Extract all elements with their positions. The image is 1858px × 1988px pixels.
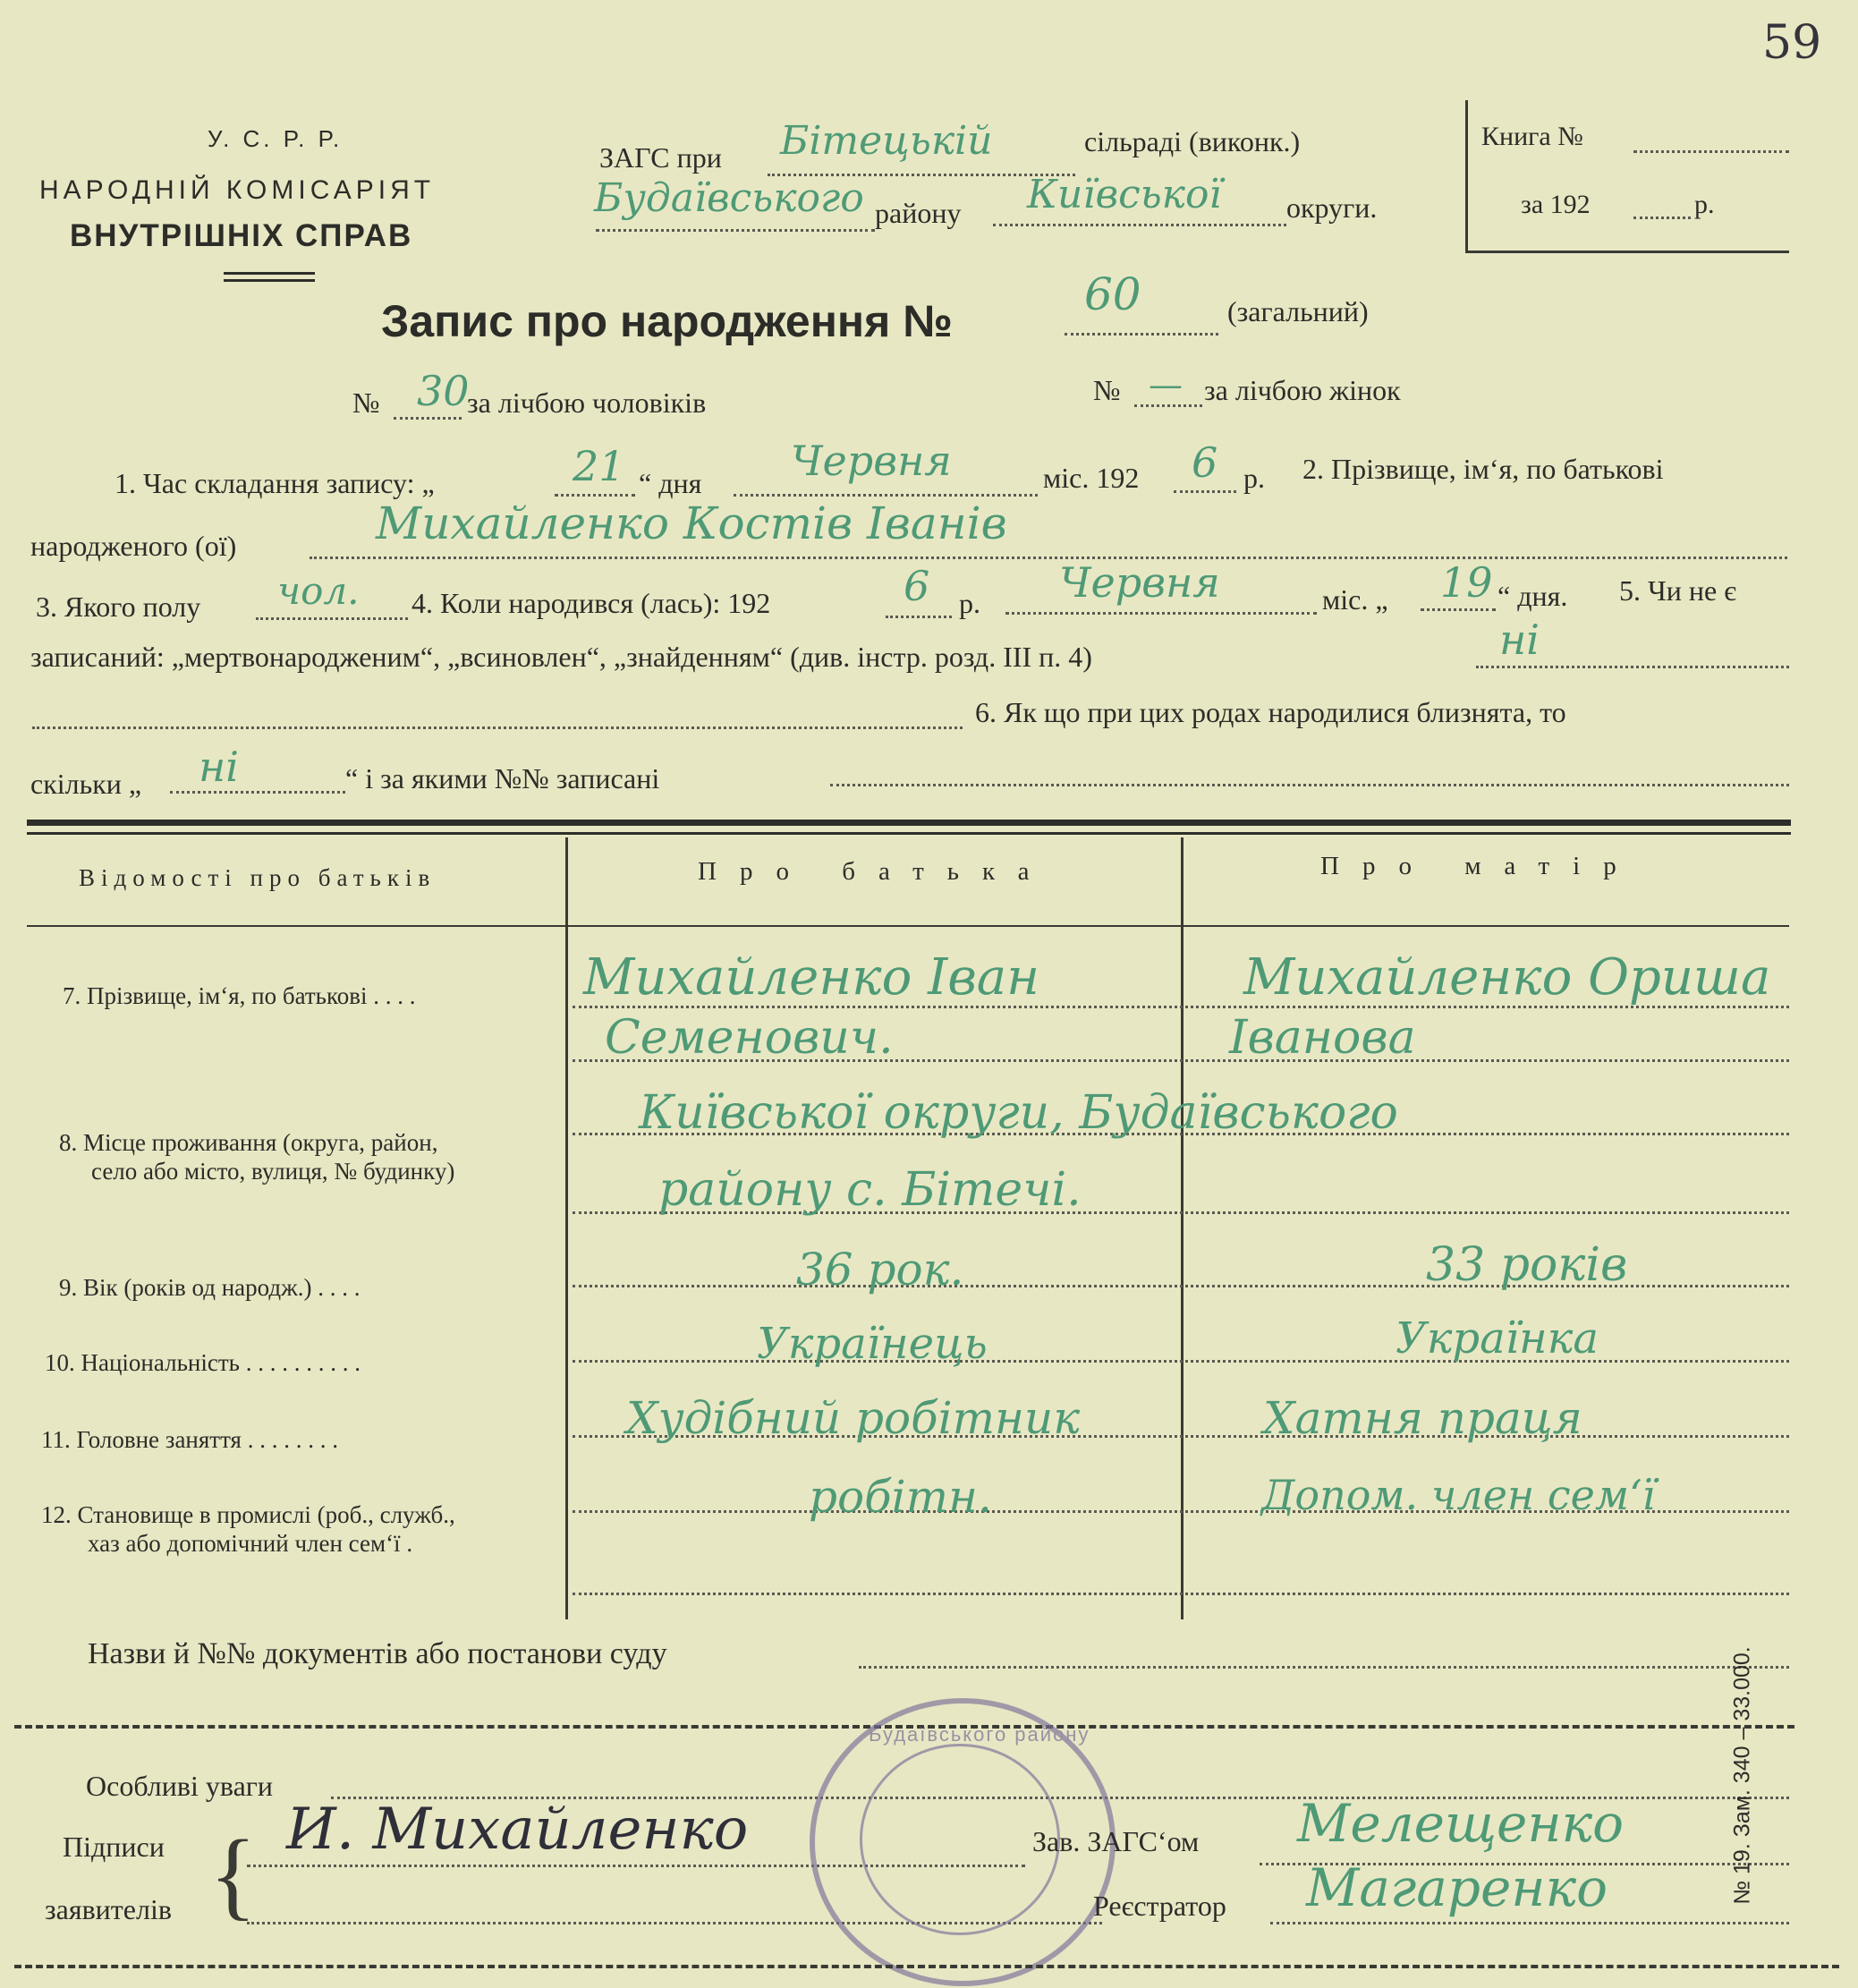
field1-day-suffix: “ дня xyxy=(639,467,702,499)
okruha-label: округи. xyxy=(1286,191,1378,224)
zags-village-value: Бітецькій xyxy=(780,118,993,164)
field2-label: 2. Прізвище, ім‘я, по батькові xyxy=(1302,453,1664,485)
district-label: району xyxy=(875,197,962,229)
book-label: Книга № xyxy=(1481,122,1583,151)
district-line xyxy=(596,229,875,232)
field5-label-2: записаний: „мертвонародженим“, „всиновлен“, „знайденням“ (див. інстр. розд. III п. 4) xyxy=(30,641,1092,673)
field4-day-line xyxy=(1421,608,1496,611)
district-value: Будаївського xyxy=(594,175,864,221)
column-header-mother: Про матір xyxy=(1320,852,1640,880)
header-row-divider xyxy=(27,925,1789,927)
field6-numbers-line xyxy=(830,784,1789,786)
head-signature: Мелещенко xyxy=(1297,1793,1625,1854)
women-count-value: — xyxy=(1149,365,1183,404)
field6-label-3: “ і за якими №№ записані xyxy=(345,762,660,794)
row11-label: 11. Головне заняття . . . . . . . . xyxy=(41,1426,338,1453)
field6-label: 6. Як що при цих родах народилися близнята, то xyxy=(975,696,1566,728)
table-top-rule-2 xyxy=(27,832,1791,835)
women-count-line xyxy=(1134,404,1202,407)
record-number-line xyxy=(1065,333,1218,336)
year-label: за 192 xyxy=(1521,190,1591,219)
field1-year-suffix: р. xyxy=(1243,462,1265,494)
women-prefix: № xyxy=(1093,374,1121,406)
men-prefix: № xyxy=(352,387,380,419)
year-line xyxy=(1633,217,1691,219)
bottom-dashed-rule xyxy=(14,1965,1839,1968)
commissariat-line1: НАРОДНІЙ КОМІСАРІЯТ xyxy=(39,175,436,205)
republic-label: У. С. Р. Р. xyxy=(208,125,344,152)
row9-label: 9. Вік (років од народж.) . . . . xyxy=(59,1274,361,1301)
mother-status: Допом. член сем‘ї xyxy=(1261,1471,1656,1519)
field4-label: 4. Коли народився (лась): 192 xyxy=(411,587,771,619)
record-suffix: (загальний) xyxy=(1227,295,1369,327)
book-line xyxy=(1633,150,1789,153)
mother-occupation: Хатня праця xyxy=(1263,1392,1582,1444)
field4-year-suffix: р. xyxy=(959,587,980,619)
row-line-6 xyxy=(573,1360,1789,1363)
column-header-father: Про батька xyxy=(698,857,1053,886)
row10-label: 10. Національність . . . . . . . . . . xyxy=(45,1349,361,1376)
head-label: Зав. ЗАГС‘ом xyxy=(1032,1825,1200,1857)
documents-line xyxy=(859,1666,1789,1669)
field1-day: 21 xyxy=(573,442,625,490)
field5-label: 5. Чи не є xyxy=(1619,574,1736,607)
year-suffix: р. xyxy=(1694,190,1715,219)
record-title: Запис про народження № xyxy=(381,296,953,346)
field1-label: 1. Час складання запису: „ xyxy=(115,467,435,499)
father-name-line1: Михайленко Іван xyxy=(583,948,1040,1007)
field2-value: Михайленко Костів Іванів xyxy=(376,497,1007,549)
applicant-signature: И. Михайленко xyxy=(286,1797,749,1863)
field4-year-line xyxy=(886,616,952,618)
table-top-rule-1 xyxy=(27,820,1791,826)
field4-month-line xyxy=(1005,612,1317,615)
father-nationality: Українець xyxy=(757,1319,988,1369)
field6-label-2: скільки „ xyxy=(30,768,142,800)
registrar-label: Реєстратор xyxy=(1093,1890,1226,1922)
signatures-label: Підписи xyxy=(63,1831,165,1863)
father-status: робітн. xyxy=(809,1471,992,1523)
men-label: за лічбою чоловіків xyxy=(467,387,707,419)
print-mark: № 19. Зам. 340 – 33.000. xyxy=(1729,1646,1755,1905)
column-header-info: Відомості про батьків xyxy=(79,864,437,891)
field2-label-2: народженого (ої) xyxy=(30,530,237,562)
commissariat-line2: ВНУТРІШНІХ СПРАВ xyxy=(70,218,413,253)
book-box-left xyxy=(1465,100,1468,251)
documents-label: Назви й №№ документів або постанови суду xyxy=(88,1637,667,1670)
header-underline-2 xyxy=(224,279,315,282)
applicants-label: заявителів xyxy=(45,1893,172,1925)
field1-month-suffix: міс. 192 xyxy=(1043,462,1140,494)
field3-line xyxy=(256,617,408,620)
field3-value: чол. xyxy=(277,569,360,613)
remarks-label: Особливі уваги xyxy=(86,1770,274,1802)
field1-month-line xyxy=(734,494,1038,497)
field1-year-line xyxy=(1174,490,1236,493)
book-box-bottom xyxy=(1465,251,1789,253)
field2-line xyxy=(310,556,1787,559)
zags-suffix: сільраді (виконк.) xyxy=(1084,125,1301,157)
mother-nationality: Українка xyxy=(1396,1313,1599,1364)
field4-day: 19 xyxy=(1440,558,1493,607)
column-divider-1 xyxy=(565,837,568,1619)
field5-value: ні xyxy=(1499,616,1540,664)
zags-prefix: ЗАГС при xyxy=(599,141,722,174)
row8-label-2: село або місто, вулиця, № будинку) xyxy=(91,1158,455,1185)
father-age: 36 рок. xyxy=(796,1244,964,1296)
row12-label: 12. Становище в промислі (роб., служб., xyxy=(41,1501,455,1528)
okruha-value: Київської xyxy=(1027,172,1222,217)
field4-year-digit: 6 xyxy=(904,562,930,610)
father-occupation: Худібний робітник xyxy=(626,1392,1081,1444)
row7-label: 7. Прізвище, ім‘я, по батькові . . . . xyxy=(63,982,416,1009)
residence-line2: району с. Бітечі. xyxy=(658,1163,1082,1217)
men-count-value: 30 xyxy=(417,367,470,415)
okruha-line xyxy=(993,224,1286,226)
header-underline-1 xyxy=(224,272,315,275)
field5-continuation-line xyxy=(32,726,963,729)
column-divider-2 xyxy=(1181,837,1184,1619)
record-number: 60 xyxy=(1084,268,1141,320)
field4-month: Червня xyxy=(1059,558,1220,607)
father-name-line2: Семенович. xyxy=(605,1011,894,1065)
mother-name-line2: Іванова xyxy=(1229,1011,1416,1065)
mother-name-line1: Михайленко Ориша xyxy=(1243,948,1771,1007)
field1-month: Червня xyxy=(791,437,952,485)
registrar-line xyxy=(1270,1922,1789,1924)
field6-count-line xyxy=(170,791,345,794)
row8-label: 8. Місце проживання (округа, район, xyxy=(59,1129,438,1156)
residence-line1: Київської округи, Будаївського xyxy=(639,1086,1398,1140)
stamp-inner-ring xyxy=(860,1744,1060,1935)
mother-age: 33 років xyxy=(1426,1238,1628,1292)
field6-value: ні xyxy=(199,743,240,791)
field5-line xyxy=(1476,666,1789,668)
men-count-line xyxy=(394,417,462,420)
signature-brace: { xyxy=(209,1820,257,1929)
row-line-9 xyxy=(573,1593,1789,1595)
field1-year-digit: 6 xyxy=(1192,438,1218,487)
women-label: за лічбою жінок xyxy=(1204,374,1401,406)
registrar-signature: Магаренко xyxy=(1306,1857,1608,1918)
stamp-text: Будаївського району xyxy=(869,1723,1090,1746)
page-number: 59 xyxy=(1762,16,1822,70)
field1-day-line xyxy=(555,494,635,497)
field3-label: 3. Якого полу xyxy=(36,590,201,623)
row12-label-2: хаз або допомічний член сем‘ї . xyxy=(88,1530,413,1557)
field4-month-suffix: міс. „ xyxy=(1322,583,1388,616)
field4-day-suffix: “ дня. xyxy=(1497,580,1568,612)
